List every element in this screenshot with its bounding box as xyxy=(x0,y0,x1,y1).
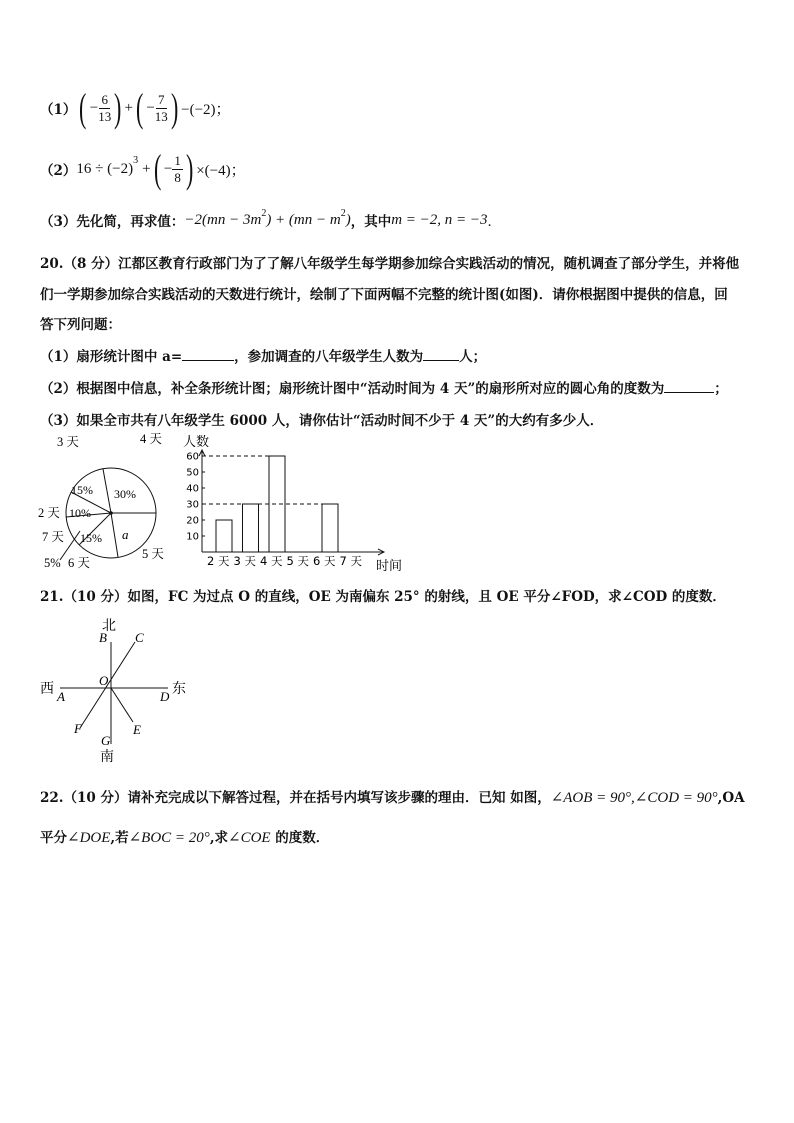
bar xyxy=(243,504,259,552)
pie-label-4: 4 天 xyxy=(140,432,162,446)
q21-number: 21. xyxy=(40,589,64,605)
label-c: C xyxy=(135,630,144,645)
q19-part3: （3）先化简，再求值： −2(mn − 3m $^2$ ) + (mn − m $^2$ ) ，其中 m = −2, n = −3 ． xyxy=(40,208,502,230)
q21-text: 如图，FC 为过点 O 的直线，OE 为南偏东 25° 的射线，且 OE 平分∠FOD，求∠COD 的度数． xyxy=(127,589,726,605)
pie-chart xyxy=(36,425,186,575)
q22-score: （10 分） xyxy=(63,790,128,806)
y-tick-label: 10 xyxy=(186,531,199,543)
q19-part1-fraction-2: $\frac{7}{13}$ xyxy=(154,91,168,124)
y-tick-label: 50 xyxy=(186,467,199,479)
label-o: O xyxy=(99,673,109,688)
pie-label-5pct: 5% xyxy=(44,556,61,570)
q20-sub-2: （2）根据图中信息，补全条形统计图；扇形统计图中“活动时间为 4 天”的扇形所对应的圆心角的度数为 ； xyxy=(40,381,728,397)
q19-part3-sup-1: 2 xyxy=(261,208,267,219)
q19-part3-values: m = −2, n = −3 xyxy=(391,211,488,228)
pie-label-2: 2 天 xyxy=(38,506,60,520)
q19-part2: （2） 16 ÷ (−2) $^3$ + ( − $\frac{1}{8}$ ) ×(−4)； xyxy=(40,146,246,191)
q21-score: （10 分） xyxy=(63,589,128,605)
pie-pct-2: 10% xyxy=(69,506,91,520)
q19-part1-label: （1） xyxy=(40,102,77,118)
q22-math-boc: ∠BOC = 20° xyxy=(128,830,210,846)
q19-part1-tail: −(−2)； xyxy=(181,101,231,118)
bar-chart xyxy=(176,430,416,575)
label-a: A xyxy=(57,689,65,704)
pie-radius-5-6 xyxy=(111,513,118,557)
pie-pct-6: 15% xyxy=(80,531,102,545)
answer-blank-count[interactable] xyxy=(423,347,459,361)
q20-sub-3: （3）如果全市共有八年级学生 6000 人，请你估计“活动时间不少于 4 天”的大约有多少人． xyxy=(40,413,604,429)
q22-math-1: ∠AOB = 90°,∠COD = 90° xyxy=(550,790,718,806)
q22-line-1: 22.（10 分）请补充完成以下解答过程，并在括号内填写该步骤的理由．已知 如图，∠AOB = 90°,∠COD = 90°,OA xyxy=(40,790,745,806)
q19-part3-label: （3）先化简，再求值： xyxy=(40,214,185,230)
y-tick-label: 40 xyxy=(186,483,199,495)
x-tick-label: 4 天 xyxy=(260,554,283,568)
q20-line-2: 们一学期参加综合实践活动的天数进行统计，绘制了下面两幅不完整的统计图(如图)．请你根据图中提供的信息，回 xyxy=(40,287,728,303)
answer-blank-angle[interactable] xyxy=(664,379,714,393)
label-b: B xyxy=(99,630,107,645)
pie-label-7: 7 天 xyxy=(42,530,64,544)
label-g: G xyxy=(101,733,111,748)
pie-radius-3-4 xyxy=(103,469,111,513)
q19-part1-fraction-1: $\frac{6}{13}$ xyxy=(98,91,112,124)
x-tick-label: 5 天 xyxy=(286,554,309,568)
q19-part3-expr-3: ) xyxy=(345,211,351,228)
ray-oe xyxy=(111,688,133,722)
pie-pct-3: 15% xyxy=(71,483,93,497)
q19-part2-fraction: $\frac{1}{8}$ xyxy=(174,152,181,185)
q21-line xyxy=(40,585,726,605)
y-axis-title: 人数 xyxy=(183,435,210,450)
x-tick-label: 2 天 xyxy=(207,554,230,568)
q19-part3-tail-label: ，其中 xyxy=(350,214,392,230)
y-tick-label: 60 xyxy=(186,451,199,463)
q19-part3-expr-1: −2(mn − 3m xyxy=(184,211,262,228)
q20-line-1: 20.（8 分）江都区教育行政部门为了了解八年级学生每学期参加综合实践活动的情况，随机调查了部分学生，并将他 xyxy=(40,256,740,272)
label-f: F xyxy=(74,721,82,736)
answer-blank-a[interactable] xyxy=(182,347,234,361)
label-e: E xyxy=(133,722,141,737)
pie-pct-5: a xyxy=(122,527,129,542)
label-west: 西 xyxy=(40,682,54,697)
pie-center xyxy=(109,511,113,515)
pie-pct-4: 30% xyxy=(114,487,136,501)
y-tick-label: 20 xyxy=(186,515,199,527)
bar xyxy=(322,504,338,552)
q20-sub-1: （1）扇形统计图中 a= ，参加调查的八年级学生人数为 人； xyxy=(40,349,487,365)
q22-line-2: 平分∠DOE,若∠BOC = 20°,求∠COE 的度数． xyxy=(40,830,330,846)
pie-label-5: 5 天 xyxy=(142,547,164,561)
q22-number: 22. xyxy=(40,790,64,806)
q19-part2-label: （2） xyxy=(40,163,77,179)
pie-label-6: 6 天 xyxy=(68,556,90,570)
bar xyxy=(216,520,232,552)
q19-part3-sup-2: 2 xyxy=(340,208,346,219)
label-d: D xyxy=(160,689,170,704)
compass-figure xyxy=(38,612,198,767)
x-tick-label: 6 天 xyxy=(313,554,336,568)
q20-number: 20. xyxy=(40,256,64,272)
x-tick-label: 7 天 xyxy=(339,554,362,568)
q22-math-doe: ∠DOE xyxy=(67,830,111,846)
q20-score: （8 分） xyxy=(63,256,119,272)
label-north: 北 xyxy=(102,619,116,634)
x-tick-label: 3 天 xyxy=(233,554,256,568)
q19-part1: （1） ( − $\frac{6}{13}$ ) + ( − $\frac{7}{13}$ ) −(−2)； xyxy=(40,85,231,130)
q19-part2-tail: ×(−4)； xyxy=(196,162,246,179)
q19-part2-exponent: 3 xyxy=(133,155,139,166)
pie-label-3: 3 天 xyxy=(57,435,79,449)
y-tick-label: 30 xyxy=(186,499,199,511)
x-axis-title: 时间 xyxy=(376,559,403,574)
q20-line-3: 答下列问题： xyxy=(40,317,121,333)
q22-math-coe: ∠COE xyxy=(228,830,271,846)
q19-part3-expr-2: ) + (mn − m xyxy=(266,211,341,228)
label-east: 东 xyxy=(172,682,186,697)
label-south: 南 xyxy=(100,750,114,765)
q19-part2-head: 16 ÷ (−2) xyxy=(76,160,134,177)
